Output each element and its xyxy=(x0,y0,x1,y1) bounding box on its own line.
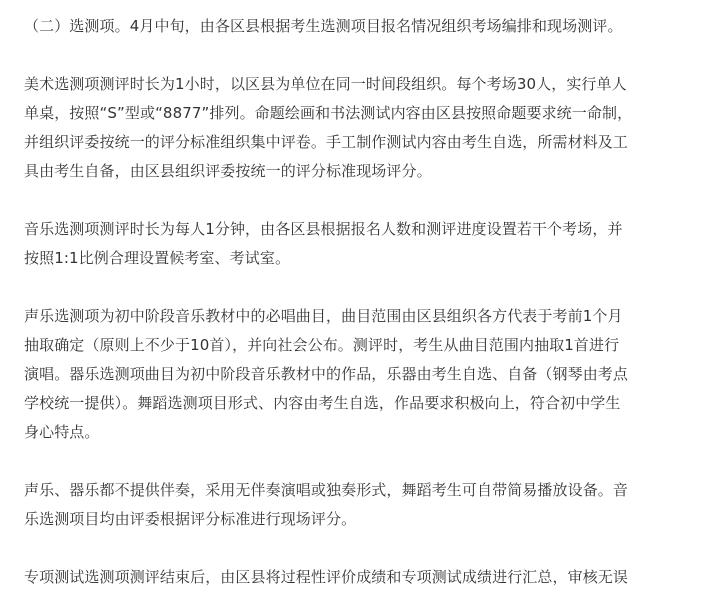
paragraph-vocal-test xyxy=(24,302,692,447)
text-line: 演唱。器乐选测项曲目为初中阶段音乐教材中的作品，乐器由考生自选、自备（钢琴由考点 xyxy=(24,365,629,383)
text-line: 学校统一提供）。舞蹈选测项目形式、内容由考生自选，作品要求积极向上，符合初中学生 xyxy=(24,394,621,412)
paragraph-summary xyxy=(24,563,692,592)
text-line: 具由考生自备，由区县组织评委按统一的评分标准现场评分。 xyxy=(24,162,432,180)
paragraph-art-test xyxy=(24,70,692,186)
text-line: 单桌，按照“S”型或“8877”排列。命题绘画和书法测试内容由区县按照命题要求统一命制， xyxy=(24,104,633,122)
paragraph-schedule xyxy=(24,0,692,41)
text-line: 乐选测项目均由评委根据评分标准进行现场评分。 xyxy=(24,510,357,528)
text-line: 声乐选测项为初中阶段音乐教材中的必唱曲目，曲目范围由区县组织各方代表于考前1个月 xyxy=(24,307,623,325)
text-line: （二）选测项。4月中旬，由各区县根据考生选测项目报名情况组织考场编排和现场测评。 xyxy=(24,17,623,35)
article-body xyxy=(24,0,692,592)
paragraph-accompaniment xyxy=(24,476,692,534)
text-line: 专项测试选测项测评结束后，由区县将过程性评价成绩和专项测试成绩进行汇总，审核无误 xyxy=(24,568,629,586)
text-line: 身心特点。 xyxy=(24,423,100,441)
text-line: 音乐选测项测评时长为每人1分钟，由各区县根据报名人数和测评进度设置若干个考场，并 xyxy=(24,220,623,238)
text-line: 并组织评委按统一的评分标准组织集中评卷。手工制作测试内容由考生自选，所需材料及工 xyxy=(24,133,629,151)
text-line: 声乐、器乐都不提供伴奏，采用无伴奏演唱或独奏形式，舞蹈考生可自带简易播放设备。音 xyxy=(24,481,629,499)
text-line: 按照1:1比例合理设置候考室、考试室。 xyxy=(24,249,291,267)
paragraph-music-test xyxy=(24,215,692,273)
text-line: 抽取确定（原则上不少于10首），并向社会公布。测评时，考生从曲目范围内抽取1首进行 xyxy=(24,336,620,354)
text-line: 美术选测项测评时长为1小时，以区县为单位在同一时间段组织。每个考场30人，实行单人 xyxy=(24,75,627,93)
